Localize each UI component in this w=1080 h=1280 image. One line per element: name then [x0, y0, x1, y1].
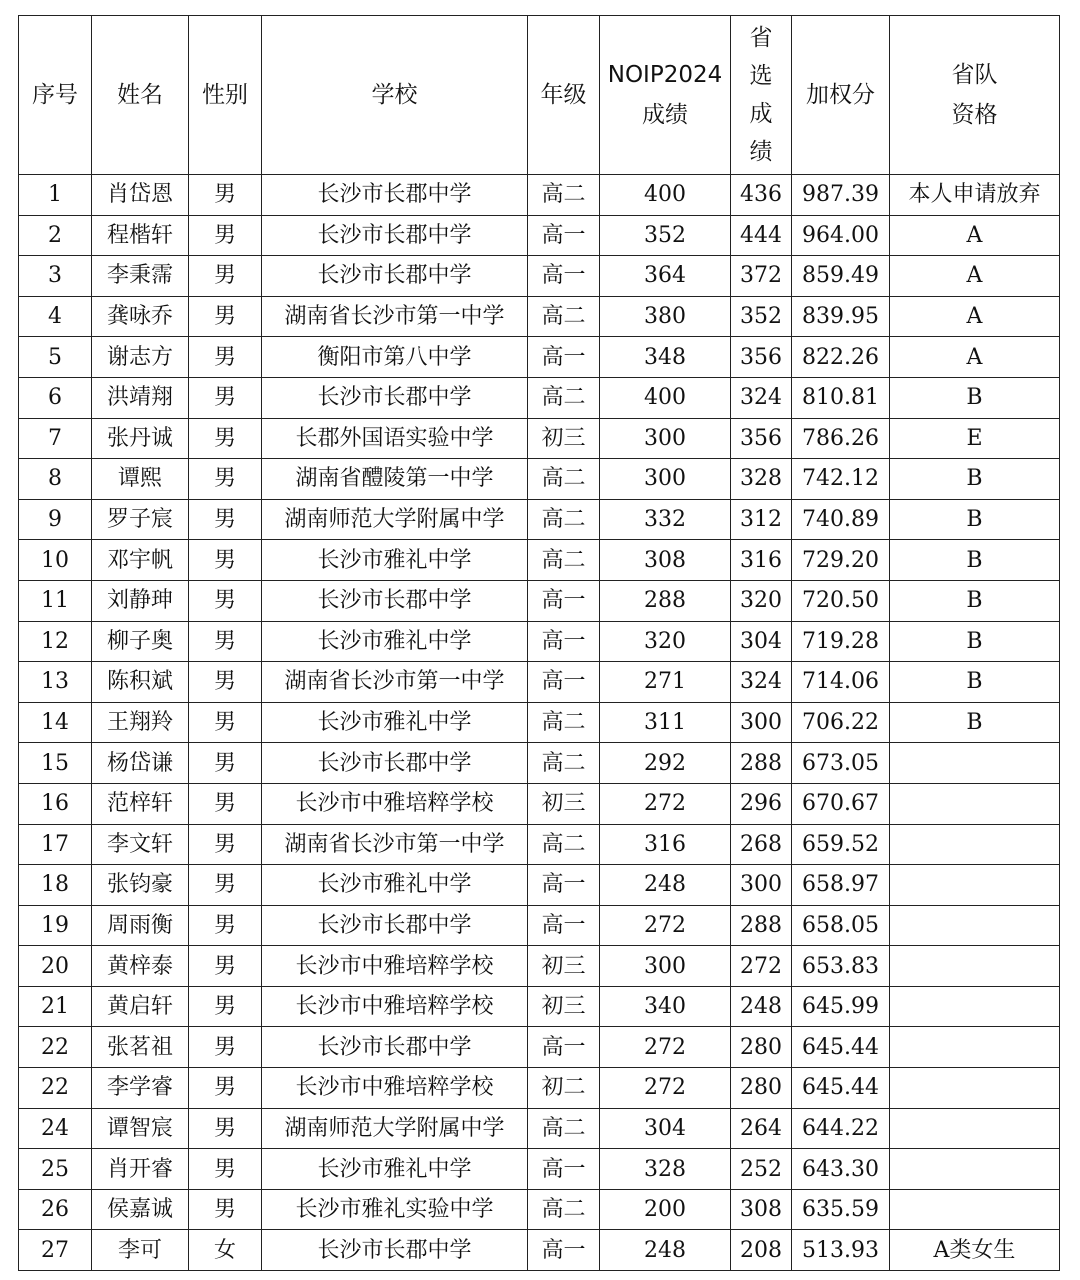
- table-row: [19, 865, 1060, 906]
- cell-provincial-score: 312: [731, 499, 792, 540]
- cell-team-qualification: A类女生: [890, 1230, 1060, 1271]
- cell-provincial-score: 300: [731, 865, 792, 906]
- cell-provincial-score: 264: [731, 1108, 792, 1149]
- cell-provincial-score: 308: [731, 1189, 792, 1230]
- cell-seq: 11: [19, 580, 92, 621]
- cell-gender: 男: [189, 743, 262, 784]
- cell-provincial-score: 352: [731, 296, 792, 337]
- cell-noip-score: 300: [600, 946, 731, 987]
- header-name: 姓名: [92, 16, 189, 175]
- cell-weighted-score: 810.81: [792, 377, 890, 418]
- cell-gender: 男: [189, 905, 262, 946]
- table-header: [19, 16, 1060, 175]
- cell-grade: 高二: [528, 1189, 600, 1230]
- cell-team-qualification: [890, 1068, 1060, 1109]
- cell-weighted-score: 658.97: [792, 865, 890, 906]
- cell-seq: 27: [19, 1230, 92, 1271]
- cell-gender: 女: [189, 1230, 262, 1271]
- cell-school: 长沙市长郡中学: [262, 905, 528, 946]
- results-table: [18, 15, 1060, 1271]
- cell-grade: 高一: [528, 256, 600, 297]
- cell-name: 李秉霈: [92, 256, 189, 297]
- cell-grade: 初三: [528, 986, 600, 1027]
- cell-team-qualification: B: [890, 540, 1060, 581]
- cell-weighted-score: 645.44: [792, 1068, 890, 1109]
- cell-name: 杨岱谦: [92, 743, 189, 784]
- cell-name: 李文轩: [92, 824, 189, 865]
- cell-seq: 3: [19, 256, 92, 297]
- cell-team-qualification: [890, 1108, 1060, 1149]
- cell-name: 陈积斌: [92, 662, 189, 703]
- cell-school: 长沙市中雅培粹学校: [262, 946, 528, 987]
- cell-provincial-score: 324: [731, 662, 792, 703]
- cell-seq: 17: [19, 824, 92, 865]
- table-row: [19, 1230, 1060, 1271]
- cell-noip-score: 272: [600, 1068, 731, 1109]
- cell-name: 谭熙: [92, 459, 189, 500]
- cell-noip-score: 400: [600, 175, 731, 216]
- cell-gender: 男: [189, 215, 262, 256]
- header-provincial-score: [731, 16, 792, 175]
- cell-grade: 高一: [528, 580, 600, 621]
- cell-grade: 初三: [528, 946, 600, 987]
- cell-seq: 6: [19, 377, 92, 418]
- cell-provincial-score: 300: [731, 702, 792, 743]
- cell-weighted-score: 720.50: [792, 580, 890, 621]
- header-prov-line: 绩: [749, 139, 773, 165]
- cell-weighted-score: 645.99: [792, 986, 890, 1027]
- cell-name: 程楷轩: [92, 215, 189, 256]
- cell-grade: 高一: [528, 662, 600, 703]
- cell-school: 长沙市长郡中学: [262, 215, 528, 256]
- cell-name: 张丹诚: [92, 418, 189, 459]
- cell-team-qualification: [890, 1149, 1060, 1190]
- cell-seq: 9: [19, 499, 92, 540]
- cell-school: 长沙市雅礼中学: [262, 1149, 528, 1190]
- cell-grade: 高二: [528, 175, 600, 216]
- cell-seq: 24: [19, 1108, 92, 1149]
- cell-provincial-score: 356: [731, 418, 792, 459]
- cell-gender: 男: [189, 540, 262, 581]
- cell-team-qualification: [890, 783, 1060, 824]
- cell-team-qualification: [890, 743, 1060, 784]
- cell-grade: 高二: [528, 499, 600, 540]
- header-gender: 性别: [189, 16, 262, 175]
- cell-gender: 男: [189, 459, 262, 500]
- table-row: [19, 337, 1060, 378]
- cell-seq: 22: [19, 1027, 92, 1068]
- cell-school: 长沙市长郡中学: [262, 377, 528, 418]
- cell-name: 肖岱恩: [92, 175, 189, 216]
- cell-provincial-score: 288: [731, 905, 792, 946]
- cell-provincial-score: 288: [731, 743, 792, 784]
- cell-school: 衡阳市第八中学: [262, 337, 528, 378]
- cell-noip-score: 340: [600, 986, 731, 1027]
- cell-grade: 高二: [528, 702, 600, 743]
- cell-team-qualification: A: [890, 215, 1060, 256]
- header-noip-line: NOIP2024: [607, 62, 723, 88]
- cell-team-qualification: [890, 1027, 1060, 1068]
- cell-seq: 12: [19, 621, 92, 662]
- cell-school: 长沙市长郡中学: [262, 1027, 528, 1068]
- cell-grade: 高一: [528, 865, 600, 906]
- table-row: [19, 377, 1060, 418]
- cell-weighted-score: 670.67: [792, 783, 890, 824]
- table-row: [19, 459, 1060, 500]
- cell-noip-score: 352: [600, 215, 731, 256]
- table-row: [19, 1068, 1060, 1109]
- cell-grade: 高二: [528, 1108, 600, 1149]
- cell-grade: 高二: [528, 540, 600, 581]
- cell-school: 湖南省长沙市第一中学: [262, 824, 528, 865]
- cell-gender: 男: [189, 175, 262, 216]
- cell-weighted-score: 964.00: [792, 215, 890, 256]
- header-seq: 序号: [19, 16, 92, 175]
- header-noip-score: [600, 16, 731, 175]
- header-prov-line: 选: [749, 63, 773, 89]
- cell-team-qualification: [890, 946, 1060, 987]
- cell-name: 黄梓泰: [92, 946, 189, 987]
- cell-seq: 25: [19, 1149, 92, 1190]
- cell-gender: 男: [189, 986, 262, 1027]
- cell-team-qualification: 本人申请放弃: [890, 175, 1060, 216]
- cell-weighted-score: 786.26: [792, 418, 890, 459]
- cell-gender: 男: [189, 418, 262, 459]
- cell-name: 邓宇帆: [92, 540, 189, 581]
- cell-seq: 10: [19, 540, 92, 581]
- cell-team-qualification: [890, 865, 1060, 906]
- cell-name: 柳子奥: [92, 621, 189, 662]
- cell-weighted-score: 659.52: [792, 824, 890, 865]
- cell-seq: 13: [19, 662, 92, 703]
- table-row: [19, 662, 1060, 703]
- cell-seq: 5: [19, 337, 92, 378]
- cell-provincial-score: 356: [731, 337, 792, 378]
- cell-noip-score: 400: [600, 377, 731, 418]
- cell-school: 湖南省醴陵第一中学: [262, 459, 528, 500]
- header-weighted-score: 加权分: [792, 16, 890, 175]
- cell-school: 长沙市雅礼中学: [262, 865, 528, 906]
- cell-team-qualification: A: [890, 296, 1060, 337]
- header-prov-line: 成: [749, 101, 773, 127]
- cell-team-qualification: B: [890, 621, 1060, 662]
- cell-gender: 男: [189, 1189, 262, 1230]
- cell-grade: 高一: [528, 621, 600, 662]
- table-row: [19, 1189, 1060, 1230]
- cell-gender: 男: [189, 499, 262, 540]
- cell-grade: 高一: [528, 1230, 600, 1271]
- cell-school: 长沙市长郡中学: [262, 580, 528, 621]
- table-row: [19, 905, 1060, 946]
- cell-name: 侯嘉诚: [92, 1189, 189, 1230]
- cell-name: 周雨衡: [92, 905, 189, 946]
- cell-school: 湖南省长沙市第一中学: [262, 662, 528, 703]
- cell-grade: 高二: [528, 743, 600, 784]
- cell-school: 长沙市雅礼中学: [262, 540, 528, 581]
- cell-provincial-score: 444: [731, 215, 792, 256]
- cell-gender: 男: [189, 702, 262, 743]
- cell-weighted-score: 719.28: [792, 621, 890, 662]
- cell-weighted-score: 513.93: [792, 1230, 890, 1271]
- cell-gender: 男: [189, 1068, 262, 1109]
- cell-grade: 高二: [528, 824, 600, 865]
- cell-seq: 26: [19, 1189, 92, 1230]
- cell-name: 张钧豪: [92, 865, 189, 906]
- cell-grade: 高二: [528, 377, 600, 418]
- cell-gender: 男: [189, 1027, 262, 1068]
- cell-name: 范梓轩: [92, 783, 189, 824]
- table-row: [19, 418, 1060, 459]
- cell-grade: 初三: [528, 783, 600, 824]
- cell-provincial-score: 320: [731, 580, 792, 621]
- cell-provincial-score: 324: [731, 377, 792, 418]
- cell-noip-score: 308: [600, 540, 731, 581]
- cell-school: 长沙市雅礼中学: [262, 621, 528, 662]
- table-row: [19, 1149, 1060, 1190]
- cell-team-qualification: [890, 1189, 1060, 1230]
- cell-seq: 22: [19, 1068, 92, 1109]
- cell-seq: 1: [19, 175, 92, 216]
- cell-team-qualification: [890, 824, 1060, 865]
- cell-seq: 18: [19, 865, 92, 906]
- cell-name: 李学睿: [92, 1068, 189, 1109]
- cell-seq: 7: [19, 418, 92, 459]
- table-row: [19, 783, 1060, 824]
- table-row: [19, 540, 1060, 581]
- cell-school: 长沙市中雅培粹学校: [262, 1068, 528, 1109]
- cell-gender: 男: [189, 337, 262, 378]
- header-qual-line: 资格: [951, 102, 998, 128]
- cell-team-qualification: [890, 905, 1060, 946]
- cell-team-qualification: B: [890, 580, 1060, 621]
- cell-noip-score: 200: [600, 1189, 731, 1230]
- cell-provincial-score: 280: [731, 1068, 792, 1109]
- cell-provincial-score: 436: [731, 175, 792, 216]
- cell-grade: 高二: [528, 296, 600, 337]
- header-prov-line: 省: [749, 25, 773, 51]
- cell-seq: 14: [19, 702, 92, 743]
- cell-gender: 男: [189, 865, 262, 906]
- cell-school: 湖南省长沙市第一中学: [262, 296, 528, 337]
- cell-school: 长沙市中雅培粹学校: [262, 783, 528, 824]
- cell-team-qualification: B: [890, 377, 1060, 418]
- cell-name: 王翔羚: [92, 702, 189, 743]
- cell-gender: 男: [189, 824, 262, 865]
- header-school: 学校: [262, 16, 528, 175]
- cell-noip-score: 320: [600, 621, 731, 662]
- cell-noip-score: 248: [600, 865, 731, 906]
- cell-provincial-score: 272: [731, 946, 792, 987]
- table-row: [19, 499, 1060, 540]
- cell-gender: 男: [189, 621, 262, 662]
- cell-provincial-score: 280: [731, 1027, 792, 1068]
- table-row: [19, 1108, 1060, 1149]
- cell-seq: 4: [19, 296, 92, 337]
- table-row: [19, 215, 1060, 256]
- cell-noip-score: 316: [600, 824, 731, 865]
- cell-provincial-score: 208: [731, 1230, 792, 1271]
- table-row: [19, 946, 1060, 987]
- cell-provincial-score: 252: [731, 1149, 792, 1190]
- cell-school: 长沙市中雅培粹学校: [262, 986, 528, 1027]
- cell-provincial-score: 304: [731, 621, 792, 662]
- cell-name: 龚咏乔: [92, 296, 189, 337]
- cell-weighted-score: 635.59: [792, 1189, 890, 1230]
- cell-grade: 高一: [528, 905, 600, 946]
- cell-noip-score: 271: [600, 662, 731, 703]
- cell-weighted-score: 714.06: [792, 662, 890, 703]
- cell-noip-score: 288: [600, 580, 731, 621]
- cell-weighted-score: 644.22: [792, 1108, 890, 1149]
- cell-seq: 16: [19, 783, 92, 824]
- cell-noip-score: 272: [600, 905, 731, 946]
- table-row: [19, 702, 1060, 743]
- cell-seq: 20: [19, 946, 92, 987]
- cell-school: 长沙市长郡中学: [262, 175, 528, 216]
- cell-noip-score: 300: [600, 418, 731, 459]
- cell-grade: 高一: [528, 337, 600, 378]
- cell-provincial-score: 248: [731, 986, 792, 1027]
- cell-seq: 2: [19, 215, 92, 256]
- cell-name: 李可: [92, 1230, 189, 1271]
- cell-provincial-score: 328: [731, 459, 792, 500]
- cell-weighted-score: 729.20: [792, 540, 890, 581]
- cell-school: 长沙市长郡中学: [262, 743, 528, 784]
- cell-team-qualification: [890, 986, 1060, 1027]
- table-row: [19, 296, 1060, 337]
- cell-gender: 男: [189, 1149, 262, 1190]
- cell-grade: 高一: [528, 215, 600, 256]
- cell-noip-score: 332: [600, 499, 731, 540]
- cell-school: 长沙市长郡中学: [262, 256, 528, 297]
- cell-seq: 19: [19, 905, 92, 946]
- table-body: [19, 175, 1060, 1271]
- cell-gender: 男: [189, 662, 262, 703]
- cell-weighted-score: 839.95: [792, 296, 890, 337]
- cell-school: 长郡外国语实验中学: [262, 418, 528, 459]
- cell-weighted-score: 742.12: [792, 459, 890, 500]
- cell-gender: 男: [189, 783, 262, 824]
- cell-weighted-score: 643.30: [792, 1149, 890, 1190]
- cell-name: 黄启轩: [92, 986, 189, 1027]
- cell-gender: 男: [189, 1108, 262, 1149]
- cell-noip-score: 328: [600, 1149, 731, 1190]
- cell-school: 长沙市雅礼中学: [262, 702, 528, 743]
- cell-school: 湖南师范大学附属中学: [262, 1108, 528, 1149]
- header-grade: 年级: [528, 16, 600, 175]
- cell-weighted-score: 706.22: [792, 702, 890, 743]
- cell-weighted-score: 658.05: [792, 905, 890, 946]
- cell-name: 肖开睿: [92, 1149, 189, 1190]
- cell-grade: 高二: [528, 459, 600, 500]
- cell-team-qualification: E: [890, 418, 1060, 459]
- cell-noip-score: 348: [600, 337, 731, 378]
- cell-noip-score: 272: [600, 1027, 731, 1068]
- cell-seq: 15: [19, 743, 92, 784]
- cell-weighted-score: 859.49: [792, 256, 890, 297]
- cell-gender: 男: [189, 580, 262, 621]
- cell-weighted-score: 822.26: [792, 337, 890, 378]
- cell-team-qualification: A: [890, 256, 1060, 297]
- cell-provincial-score: 316: [731, 540, 792, 581]
- cell-name: 谭智宸: [92, 1108, 189, 1149]
- cell-seq: 21: [19, 986, 92, 1027]
- cell-noip-score: 272: [600, 783, 731, 824]
- cell-team-qualification: B: [890, 662, 1060, 703]
- table-row: [19, 256, 1060, 297]
- cell-gender: 男: [189, 296, 262, 337]
- cell-noip-score: 364: [600, 256, 731, 297]
- table-row: [19, 580, 1060, 621]
- cell-name: 谢志方: [92, 337, 189, 378]
- cell-gender: 男: [189, 377, 262, 418]
- cell-team-qualification: B: [890, 702, 1060, 743]
- cell-weighted-score: 645.44: [792, 1027, 890, 1068]
- cell-provincial-score: 372: [731, 256, 792, 297]
- cell-provincial-score: 268: [731, 824, 792, 865]
- cell-grade: 初三: [528, 418, 600, 459]
- header-qual-line: 省队: [951, 62, 998, 88]
- table-row: [19, 175, 1060, 216]
- table-row: [19, 986, 1060, 1027]
- cell-noip-score: 300: [600, 459, 731, 500]
- cell-grade: 初二: [528, 1068, 600, 1109]
- cell-noip-score: 248: [600, 1230, 731, 1271]
- cell-gender: 男: [189, 256, 262, 297]
- cell-name: 刘静珅: [92, 580, 189, 621]
- table-row: [19, 1027, 1060, 1068]
- cell-provincial-score: 296: [731, 783, 792, 824]
- cell-weighted-score: 673.05: [792, 743, 890, 784]
- cell-school: 湖南师范大学附属中学: [262, 499, 528, 540]
- table-row: [19, 743, 1060, 784]
- cell-grade: 高一: [528, 1027, 600, 1068]
- cell-noip-score: 292: [600, 743, 731, 784]
- cell-team-qualification: B: [890, 499, 1060, 540]
- cell-name: 洪靖翔: [92, 377, 189, 418]
- cell-noip-score: 304: [600, 1108, 731, 1149]
- table-row: [19, 824, 1060, 865]
- header-noip-line: 成绩: [642, 102, 688, 128]
- table-row: [19, 621, 1060, 662]
- cell-weighted-score: 740.89: [792, 499, 890, 540]
- cell-weighted-score: 653.83: [792, 946, 890, 987]
- cell-noip-score: 311: [600, 702, 731, 743]
- cell-name: 罗子宸: [92, 499, 189, 540]
- cell-name: 张茗祖: [92, 1027, 189, 1068]
- cell-school: 长沙市长郡中学: [262, 1230, 528, 1271]
- cell-team-qualification: A: [890, 337, 1060, 378]
- cell-gender: 男: [189, 946, 262, 987]
- cell-grade: 高一: [528, 1149, 600, 1190]
- cell-seq: 8: [19, 459, 92, 500]
- header-team-qualification: [890, 16, 1060, 175]
- cell-noip-score: 380: [600, 296, 731, 337]
- cell-weighted-score: 987.39: [792, 175, 890, 216]
- cell-team-qualification: B: [890, 459, 1060, 500]
- cell-school: 长沙市雅礼实验中学: [262, 1189, 528, 1230]
